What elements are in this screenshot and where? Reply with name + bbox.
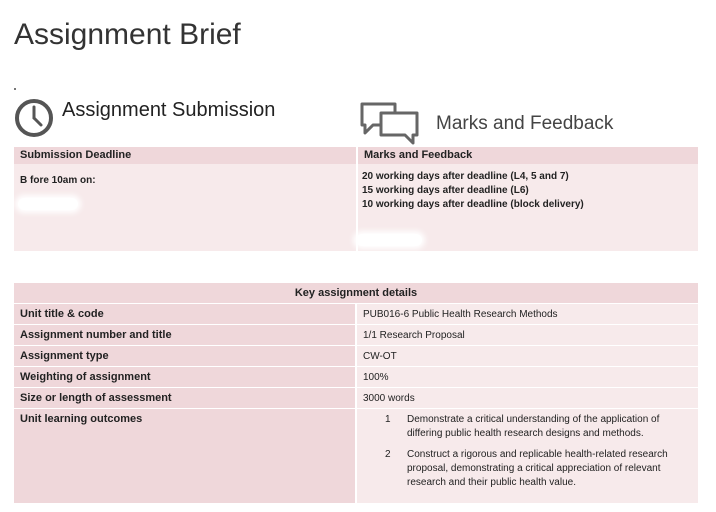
table-row (14, 325, 698, 345)
feedback-line: 20 working days after deadline (L4, 5 and 7) (362, 171, 569, 182)
feedback-timelines (362, 170, 584, 212)
row-value: CW-OT (356, 346, 698, 366)
redacted-text (356, 234, 422, 246)
row-label: Assignment number and title (14, 325, 356, 345)
outcome-text: Construct a rigorous and replicable health-related research proposal, demonstrating a critical appreciation of relevant research and their public health value. (407, 449, 668, 488)
clock-icon (14, 98, 54, 138)
row-value: 3000 words (356, 388, 698, 408)
table-header-row (14, 283, 698, 303)
submission-heading: Assignment Submission (62, 99, 276, 121)
table-row (14, 367, 698, 387)
submission-deadline-header: Submission Deadline (14, 147, 356, 164)
redacted-date (18, 198, 78, 210)
table-row (14, 409, 698, 503)
row-label: Assignment type (14, 346, 356, 366)
key-details-table (14, 283, 698, 503)
row-value: 1/1 Research Proposal (356, 325, 698, 345)
page-title: Assignment Brief (14, 18, 241, 51)
row-label: Weighting of assignment (14, 367, 356, 387)
feedback-heading: Marks and Feedback (436, 113, 614, 134)
feedback-line: 10 working days after deadline (block delivery) (362, 199, 584, 210)
row-value: PUB016-6 Public Health Research Methods (356, 304, 698, 324)
outcome-number: 1 (385, 414, 391, 425)
table-row (14, 346, 698, 366)
outcome-number: 2 (385, 449, 391, 460)
marks-feedback-header: Marks and Feedback (358, 147, 698, 164)
outcome-item (385, 413, 682, 441)
key-details-header: Key assignment details (14, 283, 698, 303)
table-row (14, 388, 698, 408)
chat-bubbles-icon (359, 101, 421, 145)
row-label: Size or length of assessment (14, 388, 356, 408)
outcomes-label: Unit learning outcomes (14, 409, 356, 503)
decorative-dot (14, 88, 16, 90)
row-value: 100% (356, 367, 698, 387)
deadline-text: B fore 10am on: (20, 175, 96, 186)
outcomes-list (356, 409, 698, 503)
table-row (14, 304, 698, 324)
row-label: Unit title & code (14, 304, 356, 324)
outcome-item (385, 448, 682, 490)
outcome-text: Demonstrate a critical understanding of the application of differing public health research designs and methods. (407, 414, 660, 439)
feedback-line: 15 working days after deadline (L6) (362, 185, 529, 196)
